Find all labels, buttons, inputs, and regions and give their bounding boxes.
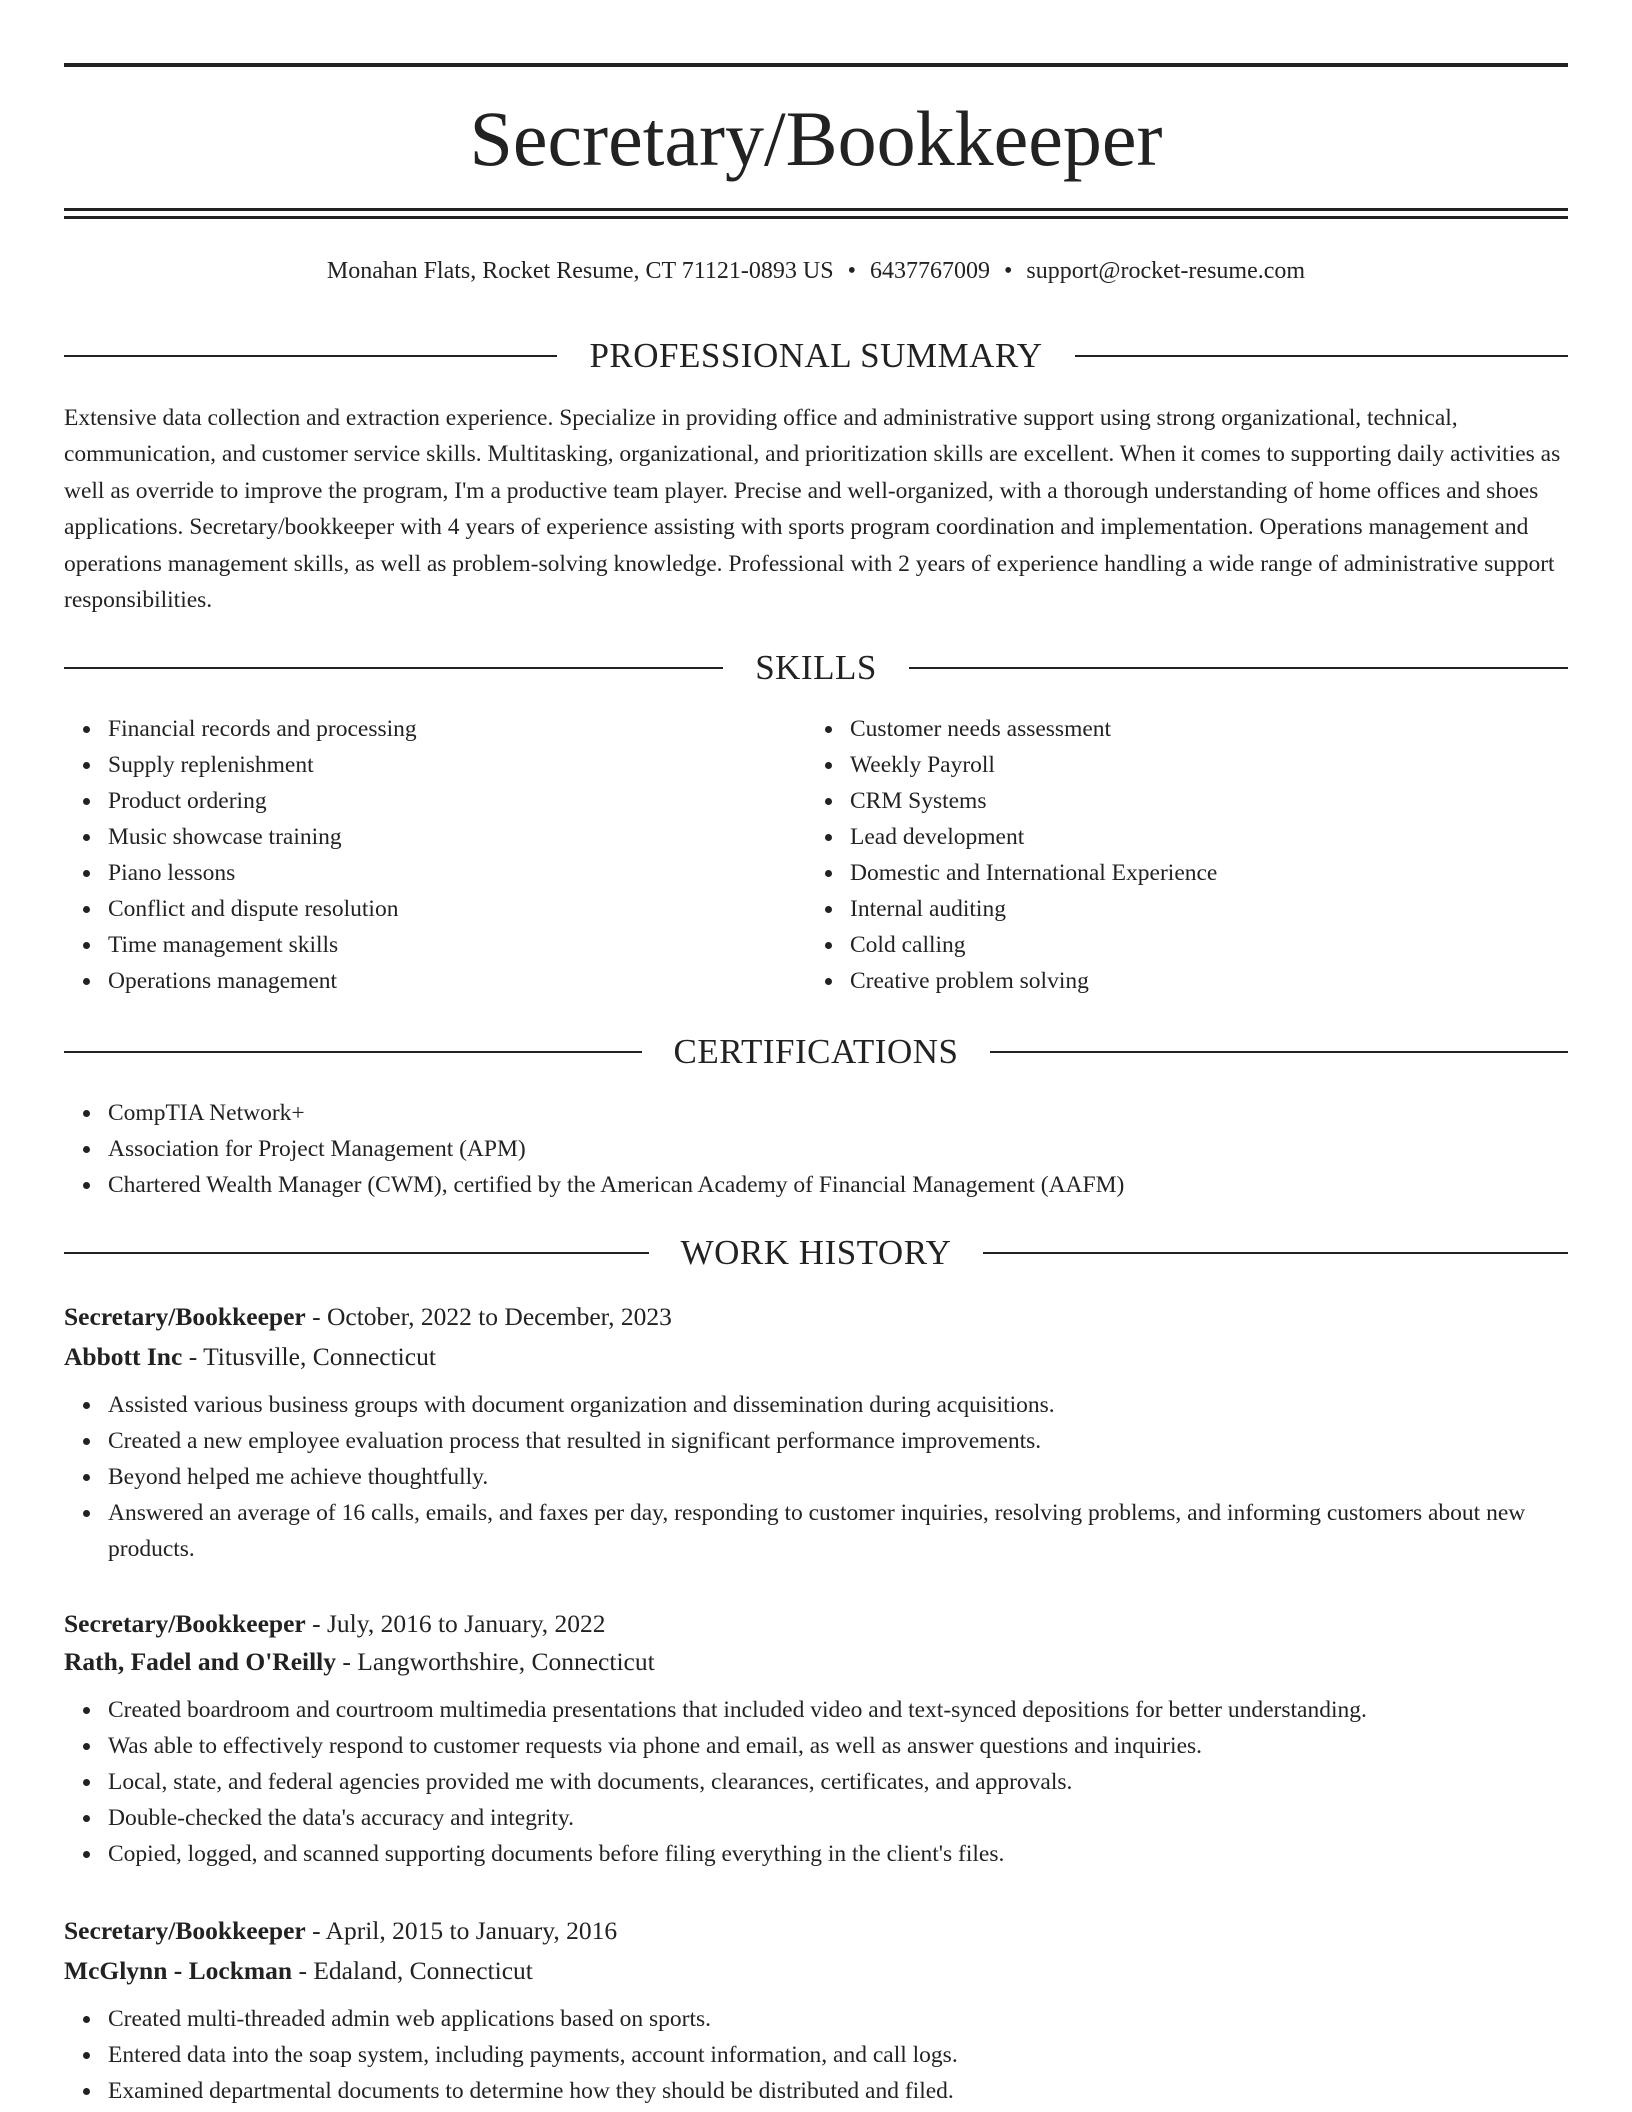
work-history-title: WORK HISTORY	[680, 1233, 952, 1272]
skill-item: Cold calling	[850, 927, 1548, 963]
heading-rule-right	[1075, 355, 1568, 357]
job-bullet: Beyond helped me achieve thoughtfully.	[108, 1459, 1568, 1495]
skills-heading	[64, 648, 1568, 688]
resume-name: Secretary/Bookkeeper	[469, 95, 1163, 182]
job-company: McGlynn - Lockman	[64, 1956, 293, 1985]
skill-item: Lead development	[850, 819, 1548, 855]
job-bullet: Copied, logged, and scanned supporting documents before filing everything in the client's files.	[108, 1836, 1568, 1872]
skill-item: Conflict and dispute resolution	[108, 891, 806, 927]
work-history-heading	[64, 1233, 1568, 1273]
job-bullet: Entered data into the soap system, including payments, account information, and call logs.	[108, 2037, 1568, 2073]
certification-item: Chartered Wealth Manager (CWM), certified by the American Academy of Financial Management (AAFM)	[108, 1167, 1568, 1203]
job-company-line	[64, 1953, 1568, 1989]
job-dates: - July, 2016 to January, 2022	[305, 1609, 606, 1638]
contact-separator: •	[847, 258, 856, 284]
certifications-heading	[64, 1032, 1568, 1072]
skills-list	[64, 711, 1568, 999]
skill-item: Piano lessons	[108, 855, 806, 891]
job-title-line	[64, 1913, 1568, 1949]
heading-rule-left	[64, 355, 557, 357]
skill-item: Supply replenishment	[108, 747, 806, 783]
skill-item: CRM Systems	[850, 783, 1548, 819]
job-location: - Edaland, Connecticut	[292, 1956, 533, 1985]
job-company-line	[64, 1644, 1568, 1680]
heading-rule-right	[990, 1051, 1568, 1053]
job-title-line	[64, 1299, 1568, 1335]
job-title: Secretary/Bookkeeper	[64, 1916, 306, 1945]
job-bullet: Examined departmental documents to determine how they should be distributed and filed.	[108, 2073, 1568, 2109]
summary-title: PROFESSIONAL SUMMARY	[589, 336, 1043, 375]
job-bullets	[64, 2001, 1568, 2109]
job-company-line	[64, 1339, 1568, 1375]
job-bullet: Answered an average of 16 calls, emails, and faxes per day, responding to customer inquiries, resolving problems, and informing customers about new products.	[108, 1495, 1568, 1567]
skill-item: Financial records and processing	[108, 711, 806, 747]
skill-item: Domestic and International Experience	[850, 855, 1548, 891]
summary-heading	[64, 336, 1568, 376]
heading-rule-right	[909, 667, 1568, 669]
name-rule-lower	[64, 216, 1568, 219]
job-bullet: Created boardroom and courtroom multimedia presentations that included video and text-synced depositions for better understanding.	[108, 1692, 1568, 1728]
job-bullet: Created a new employee evaluation process that resulted in significant performance improvements.	[108, 1423, 1568, 1459]
top-rule	[64, 63, 1568, 67]
job-entry	[64, 1299, 1568, 1567]
job-entry	[64, 1913, 1568, 2109]
skill-item: Internal auditing	[850, 891, 1548, 927]
contact-address: Monahan Flats, Rocket Resume, CT 71121-0893 US	[326, 258, 834, 284]
job-company: Rath, Fadel and O'Reilly	[64, 1647, 337, 1676]
certification-item: Association for Project Management (APM)	[108, 1131, 1568, 1167]
job-entry	[64, 1606, 1568, 1872]
skills-column-right	[806, 711, 1548, 999]
contact-email: support@rocket-resume.com	[1026, 258, 1306, 284]
job-title: Secretary/Bookkeeper	[64, 1609, 306, 1638]
summary-text: Extensive data collection and extraction experience. Specialize in providing office and administrative support using strong organizational, technical, communication, and customer service skills. Multitasking, organizational, and prioritization skills are excellent. When it comes to supporting daily activities as well as override to improve the program, I'm a productive team player. Precise and well-organized, with a thorough understanding of home offices and shoes applications. Secretary/bookkeeper with 4 years of experience assisting with sports program coordination and implementation. Operations management and operations management skills, as well as problem-solving knowledge. Professional with 2 years of experience handling a wide range of administrative support responsibilities.	[64, 405, 1561, 614]
heading-rule-left	[64, 1051, 642, 1053]
contact-separator: •	[1003, 258, 1013, 284]
contact-line	[64, 255, 1568, 287]
job-bullets	[64, 1387, 1568, 1567]
job-title-line	[64, 1606, 1568, 1642]
heading-rule-right	[983, 1252, 1568, 1254]
skill-item: Product ordering	[108, 783, 806, 819]
heading-rule-left	[64, 667, 723, 669]
skill-item: Weekly Payroll	[850, 747, 1548, 783]
job-location: - Titusville, Connecticut	[182, 1342, 436, 1371]
job-dates: - October, 2022 to December, 2023	[305, 1302, 672, 1331]
job-bullet: Was able to effectively respond to customer requests via phone and email, as well as answer questions and inquiries.	[108, 1728, 1568, 1764]
job-bullet: Local, state, and federal agencies provided me with documents, clearances, certificates, and approvals.	[108, 1764, 1568, 1800]
skill-item: Creative problem solving	[850, 963, 1548, 999]
job-location: - Langworthshire, Connecticut	[336, 1647, 655, 1676]
skill-item: Time management skills	[108, 927, 806, 963]
job-dates: - April, 2015 to January, 2016	[305, 1916, 618, 1945]
job-bullet: Assisted various business groups with document organization and dissemination during acquisitions.	[108, 1387, 1568, 1423]
heading-rule-left	[64, 1252, 649, 1254]
skills-title: SKILLS	[755, 648, 877, 687]
job-bullet: Double-checked the data's accuracy and integrity.	[108, 1800, 1568, 1836]
job-bullets	[64, 1692, 1568, 1872]
skill-item: Customer needs assessment	[850, 711, 1548, 747]
contact-phone: 6437767009	[869, 258, 990, 284]
skills-column-left	[64, 711, 806, 999]
job-company: Abbott Inc	[64, 1342, 183, 1371]
name-rule-upper	[64, 208, 1568, 211]
job-title: Secretary/Bookkeeper	[64, 1302, 306, 1331]
certification-item: CompTIA Network+	[108, 1095, 1568, 1131]
job-bullet: Created multi-threaded admin web applications based on sports.	[108, 2001, 1568, 2037]
skill-item: Operations management	[108, 963, 806, 999]
skill-item: Music showcase training	[108, 819, 806, 855]
certifications-list	[64, 1095, 1568, 1203]
certifications-title: CERTIFICATIONS	[673, 1032, 959, 1071]
